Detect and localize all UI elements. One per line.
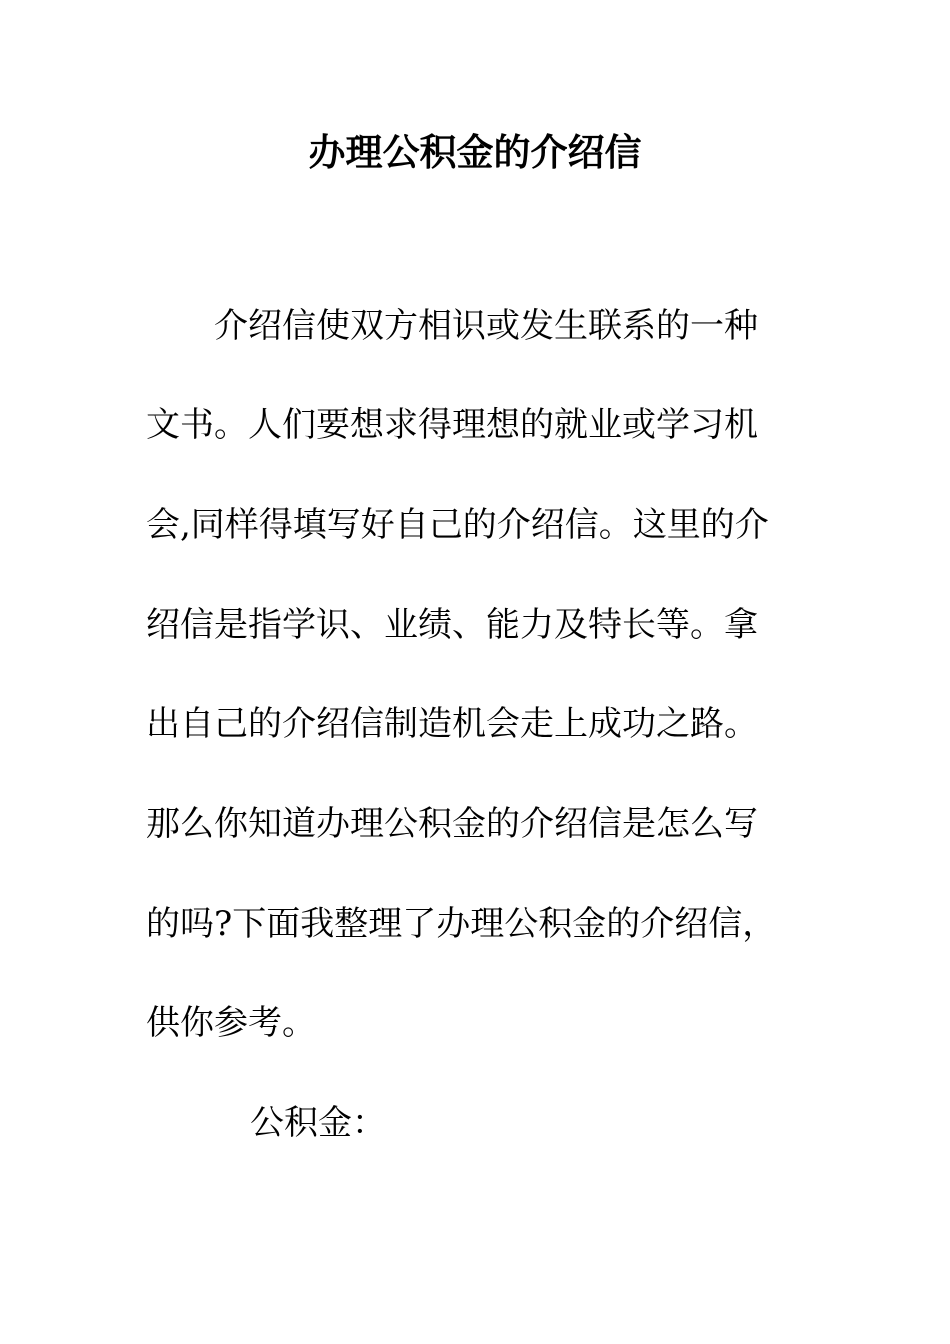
paragraph-line: 那么你知道办理公积金的介绍信是怎么写 — [146, 804, 758, 844]
paragraph-line: 介绍信使双方相识或发生联系的一种 — [214, 306, 758, 346]
paragraph-line: 供你参考。 — [146, 1003, 316, 1043]
paragraph-line: 绍信是指学识、业绩、能力及特长等。拿 — [146, 605, 758, 645]
paragraph-line: 会,同样得填写好自己的介绍信。这里的介 — [146, 505, 769, 545]
paragraph-line: 出自己的介绍信制造机会走上成功之路。 — [146, 704, 758, 744]
paragraph-line: 的吗?下面我整理了办理公积金的介绍信， — [146, 904, 777, 944]
section-heading: 公积金： — [250, 1103, 386, 1143]
paragraph-line: 文书。人们要想求得理想的就业或学习机 — [146, 405, 758, 445]
document-title: 办理公积金的介绍信 — [308, 131, 642, 174]
